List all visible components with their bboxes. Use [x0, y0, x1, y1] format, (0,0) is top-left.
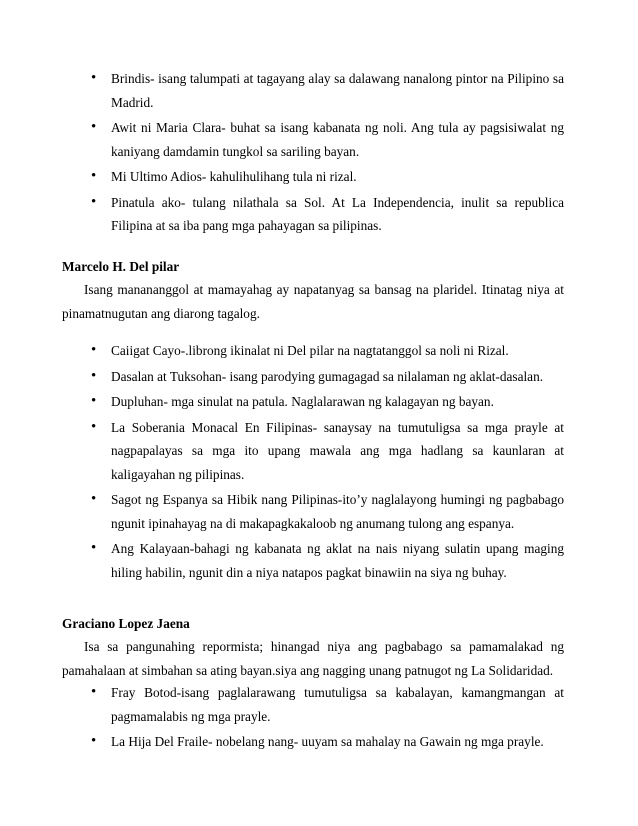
- list-item: • Ang Kalayaan-bahagi ng kabanata ng aklat na nais niyang sulatin upang maging hiling habilin, ngunit din a niya natapos pagkat binawiin na siya ng buhay.: [88, 537, 564, 584]
- list-item: • Sagot ng Espanya sa Hibik nang Pilipinas-ito’y naglalayong humingi ng pagbabago ngunit ipinahayag na di makapagkakaloob ng anumang tulong ang espanya.: [88, 488, 564, 535]
- section-heading-del-pilar: Marcelo H. Del pilar: [62, 259, 180, 274]
- list-item: • Awit ni Maria Clara- buhat sa isang kabanata ng noli. Ang tula ay pagsisiwalat ng kaniyang damdamin tungkol sa sariling bayan.: [88, 116, 564, 163]
- list-item: • La Soberania Monacal En Filipinas- sanaysay na tumutuligsa sa mga prayle at nagpapalayas sa mga ito upang mawala ang mga hadlang sa kaunlaran at kaligayahan ng pilipinas.: [88, 416, 564, 487]
- list-item: • Dasalan at Tuksohan- isang parodying gumagagad sa nilalaman ng aklat-dasalan.: [88, 365, 564, 389]
- section-heading-lopez-jaena: Graciano Lopez Jaena: [62, 616, 190, 631]
- rizal-works-list: [88, 67, 564, 240]
- list-item: • Dupluhan- mga sinulat na patula. Naglalarawan ng kalagayan ng bayan.: [88, 390, 564, 414]
- del-pilar-intro: Isang manananggol at mamayahag ay napatanyag sa bansag na plaridel. Itinatag niya at pinamatnugutan ang diarong tagalog.: [62, 282, 564, 321]
- list-item: • Caiigat Cayo-.librong ikinalat ni Del pilar na nagtatanggol sa noli ni Rizal.: [88, 339, 564, 363]
- lopez-jaena-intro: Isa sa pangunahing repormista; hinangad niya ang pagbabago sa pamamalakad ng pamahalaan at simbahan sa ating bayan.siya ang nagging unang patnugot ng La Solidaridad.: [62, 639, 564, 678]
- lopez-jaena-works-list: [88, 681, 564, 756]
- list-item: • Fray Botod-isang paglalarawang tumutuligsa sa kabalayan, kamangmangan at pagmamalabis ng mga prayle.: [88, 681, 564, 728]
- del-pilar-works-list: [88, 339, 564, 586]
- list-item: • Brindis- isang talumpati at tagayang alay sa dalawang nanalong pintor na Pilipino sa Madrid.: [88, 67, 564, 114]
- list-item: • Pinatula ako- tulang nilathala sa Sol. At La Independencia, inulit sa republica Filipina at sa iba pang mga pahayagan sa pilipinas.: [88, 191, 564, 238]
- list-item: • Mi Ultimo Adios- kahulihulihang tula ni rizal.: [88, 165, 564, 189]
- list-item: • La Hija Del Fraile- nobelang nang- uuyam sa mahalay na Gawain ng mga prayle.: [88, 730, 564, 754]
